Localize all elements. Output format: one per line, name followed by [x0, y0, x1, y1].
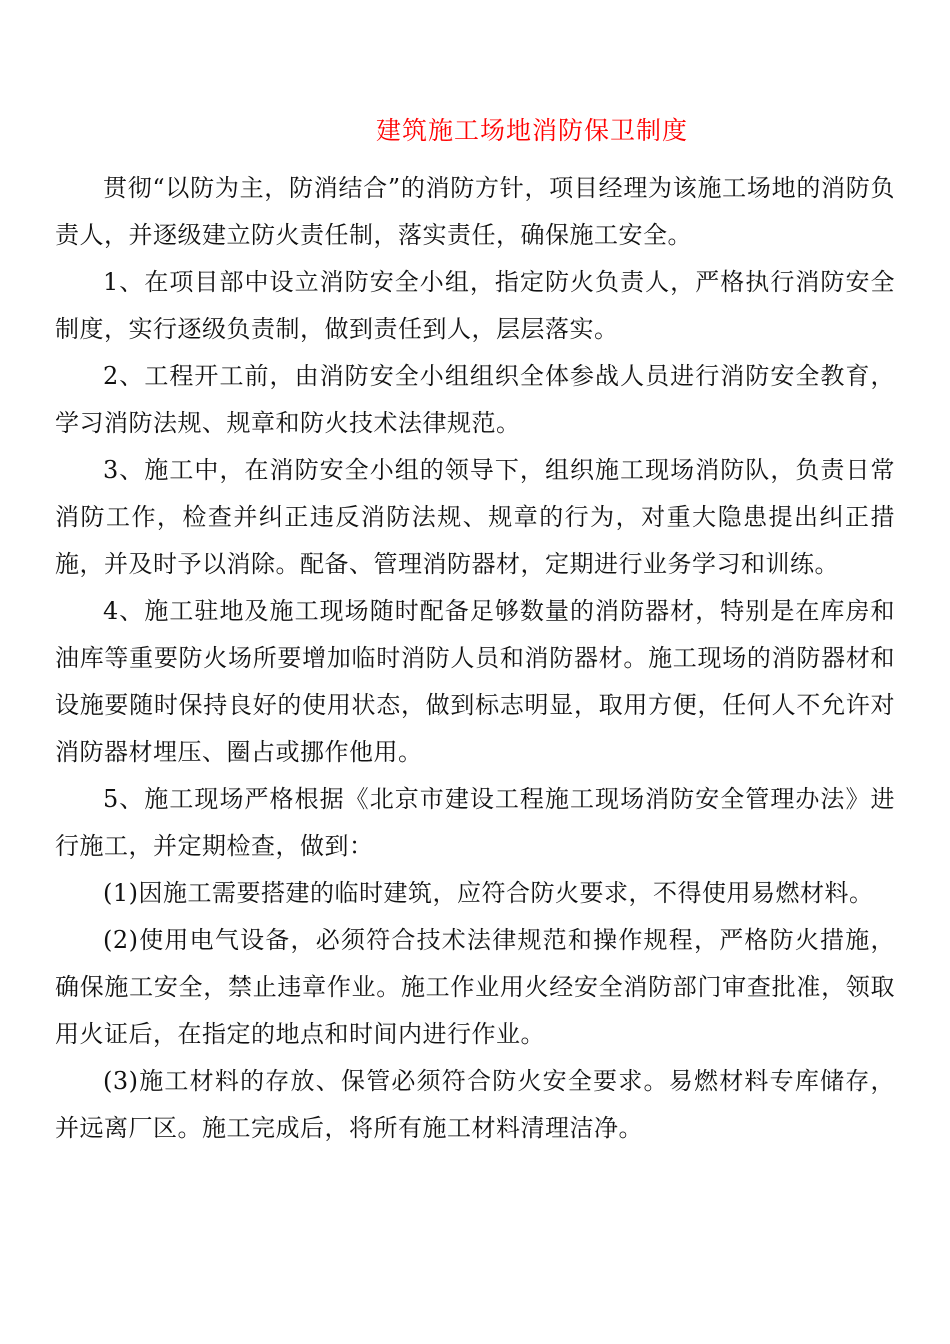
paragraph-item-3: 3、施工中，在消防安全小组的领导下，组织施工现场消防队，负责日常消防工作，检查并纠正违反消防法规、规章的行为，对重大隐患提出纠正措施，并及时予以消除。配备、管理消防器材，定期进行业务学习和训练。	[55, 456, 895, 578]
paragraph-subitem-3: (3)施工材料的存放、保管必须符合防火安全要求。易燃材料专库储存，并远离厂区。施工完成后，将所有施工材料清理洁净。	[55, 1067, 895, 1142]
document-body	[55, 165, 895, 1152]
document-title: 建筑施工场地消防保卫制度	[375, 116, 688, 145]
paragraph-intro: 贯彻“以防为主，防消结合”的消防方针，项目经理为该施工场地的消防负责人，并逐级建立防火责任制，落实责任，确保施工安全。	[55, 174, 895, 249]
paragraph-item-5: 5、施工现场严格根据《北京市建设工程施工现场消防安全管理办法》进行施工，并定期检查，做到：	[55, 785, 895, 860]
paragraph-item-1: 1、在项目部中设立消防安全小组，指定防火负责人，严格执行消防安全制度，实行逐级负责制，做到责任到人，层层落实。	[55, 268, 895, 343]
paragraph-subitem-1: (1)因施工需要搭建的临时建筑，应符合防火要求，不得使用易燃材料。	[103, 879, 874, 907]
paragraph-subitem-2: (2)使用电气设备，必须符合技术法律规范和操作规程，严格防火措施，确保施工安全，禁止违章作业。施工作业用火经安全消防部门审查批准，领取用火证后，在指定的地点和时间内进行作业。	[55, 926, 895, 1048]
paragraph-item-4: 4、施工驻地及施工现场随时配备足够数量的消防器材，特别是在库房和油库等重要防火场所要增加临时消防人员和消防器材。施工现场的消防器材和设施要随时保持良好的使用状态，做到标志明显，取用方便，任何人不允许对消防器材埋压、圈占或挪作他用。	[55, 597, 895, 766]
paragraph-item-2: 2、工程开工前，由消防安全小组组织全体参战人员进行消防安全教育，学习消防法规、规章和防火技术法律规范。	[55, 362, 895, 437]
